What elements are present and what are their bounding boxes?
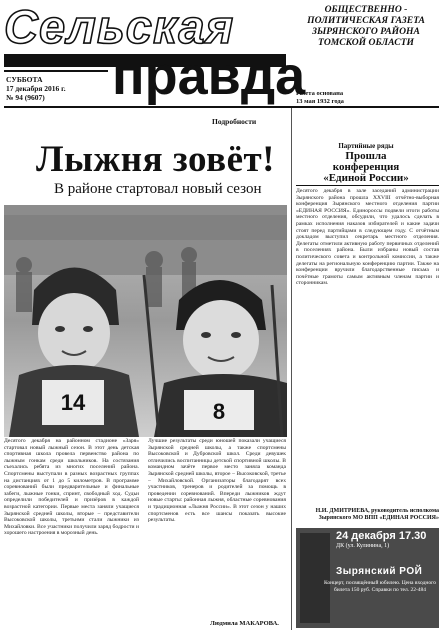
- right-rule: [296, 185, 439, 186]
- section-label: Подробности: [212, 117, 257, 126]
- photo-children-skiers: [4, 205, 287, 437]
- established-note: [296, 90, 416, 106]
- advert-venue: ДК (ул. Кулинина, 1): [336, 543, 390, 549]
- right-headline-line1: Прошла: [345, 150, 387, 162]
- masthead-subtitle: ОБЩЕСТВЕННО - ПОЛИТИЧЕСКАЯ ГАЗЕТА ЗЫРЯНСКОГО РАЙОНА ТОМСКОЙ ОБЛАСТИ: [307, 4, 425, 48]
- masthead-title-line2: правда: [112, 46, 306, 106]
- established-line2: 13 мая 1932 года: [296, 98, 344, 105]
- masthead-rule: [4, 106, 439, 108]
- column-divider: [291, 108, 292, 630]
- issue-number: № 94 (9607): [6, 93, 45, 102]
- right-section-label: Партийные ряды: [338, 142, 394, 150]
- right-article-signature: Н.И. ДМИТРИЕВА, руководитель исполкома Зырянского МО ВПП «ЕДИНАЯ РОССИЯ»: [315, 508, 439, 521]
- svg-text:14: 14: [60, 390, 86, 415]
- right-article-body: Десятого декабря в зале заседаний администрации Зырянского района прошла XXVIII отчётно-выборная конференция Зырянского местного отделения партии «ЕДИНАЯ РОССИЯ». Единороссы подвели итоги работы местного отделения, обсудили, что удалось сделать в рамках исполнения наказов избирателей и какие задачи стоят перед партийцами в следующем году. С отчётным докладом выступил секретарь местного отделения. Делегаты отметили активную работу первичных отделений в поселениях района. Были избраны новый состав политического совета и контрольной комиссии, а также делегаты на региональную конференцию партии. Также на конференции вручили благодарственные письма и почётные грамоты самым активным членам партии и сторонникам.: [296, 188, 439, 287]
- article-headline: Лыжня зовёт!: [36, 139, 276, 180]
- svg-text:8: 8: [212, 399, 226, 424]
- photo-illustration: [4, 205, 287, 437]
- masthead-underline: [4, 70, 108, 72]
- masthead-title-line1: Сельская: [4, 0, 235, 53]
- advert-date: 24 декабря 17.30: [336, 530, 427, 542]
- right-headline: [306, 151, 426, 184]
- established-line1: Газета основана: [296, 90, 344, 97]
- advert-logo: [300, 533, 330, 623]
- article-author: Людмила МАКАРОВА.: [210, 620, 279, 627]
- advertisement: [296, 528, 439, 628]
- right-headline-line3: «Единой России»: [323, 172, 409, 184]
- advert-name: Зырянский РОЙ: [336, 566, 423, 577]
- article-column-1: Десятого декабря на районном стадионе «Заря» стартовал новый лыжный сезон. В этот день детская спортивная школа провела первенство района по лыжным гонкам среди школьников. На состязания съехались ребята из многих поселений района. Спортсмены выступали в разных возрастных группах на дистанциях от 1 до 5 километров. В программе соревнований были предварительные и финальные забеги, лыжные гонки, спринт, свободный ход. Судьи определили победителей и призёров в каждой возрастной категории. Первые места заняли учащиеся Зырянской средней школы, вторые – представители Высоковской школы, третьими стали лыжники из Михайловки. Все участники получили заряд бодрости и хорошего настроения в морозный день.: [4, 438, 139, 537]
- right-headline-line2: конференция: [332, 161, 400, 173]
- article-subheadline: В районе стартовал новый сезон: [54, 181, 262, 197]
- weekday: СУББОТА: [6, 75, 43, 84]
- article-column-2: Лучшие результаты среди юношей показали учащиеся Зырянской средней школы, а также спортсмены Высоковской и Дубровской школ. Среди девушек отличились воспитанницы детской спортивной школы. В командном зачёте первое место заняла команда Зырянской средней школы, второе – Высоковской, третье – Михайловской. Организаторы благодарят всех участников, тренеров и родителей за помощь в проведении соревнований. Впереди лыжников ждут новые старты: районная лыжня, областные соревнования и традиционная «Лыжня России». В этот сезон у наших спортсменов есть все шансы показать высокие результаты.: [148, 438, 286, 524]
- advert-details: Концерт, посвящённый юбилею. Цена входного билета 150 руб. Справки по тел. 22-484: [324, 580, 436, 593]
- issue-date: 17 декабря 2016 г.: [6, 84, 66, 93]
- issue-date-block: [6, 75, 106, 102]
